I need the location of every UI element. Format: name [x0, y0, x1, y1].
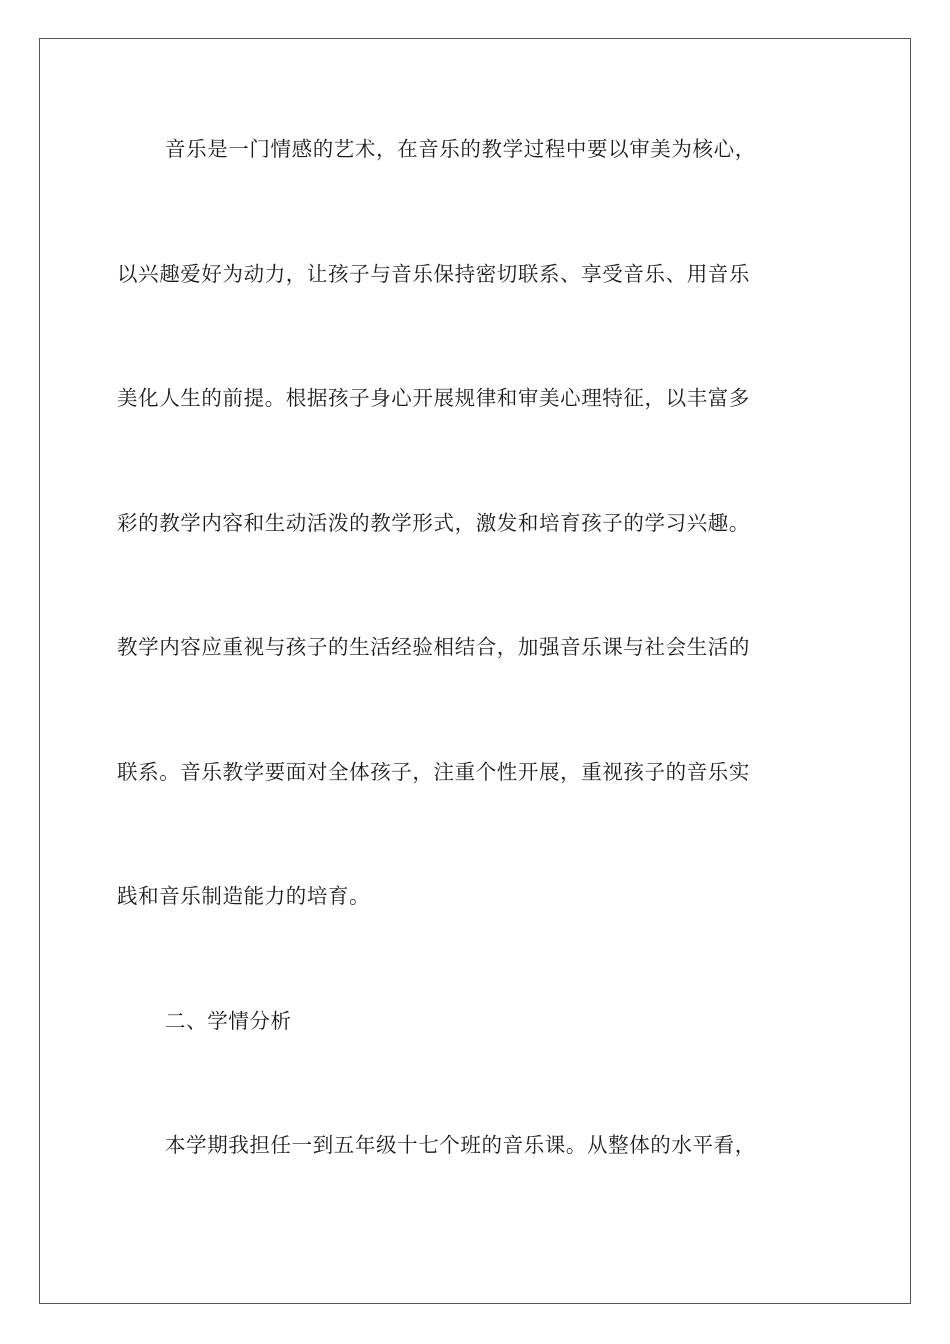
- paragraph-line: 本学期我担任一到五年级十七个班的音乐课。从整体的水平看，: [165, 1133, 756, 1157]
- paragraph-line: 践和音乐制造能力的培育。: [117, 884, 371, 908]
- paragraph-line: 彩的教学内容和生动活泼的教学形式，激发和培育孩子的学习兴趣。: [117, 511, 750, 535]
- page-border: [39, 38, 911, 1304]
- paragraph-line: 教学内容应重视与孩子的生活经验相结合，加强音乐课与社会生活的: [117, 635, 750, 659]
- paragraph-line: 联系。音乐教学要面对全体孩子，注重个性开展，重视孩子的音乐实: [117, 760, 750, 784]
- paragraph-line: 美化人生的前提。根据孩子身心开展规律和审美心理特征，以丰富多: [117, 386, 750, 410]
- paragraph-line: 以兴趣爱好为动力，让孩子与音乐保持密切联系、享受音乐、用音乐: [117, 262, 750, 286]
- paragraph-line: 音乐是一门情感的艺术，在音乐的教学过程中要以审美为核心，: [165, 137, 756, 161]
- section-heading: 二、学情分析: [165, 1009, 292, 1033]
